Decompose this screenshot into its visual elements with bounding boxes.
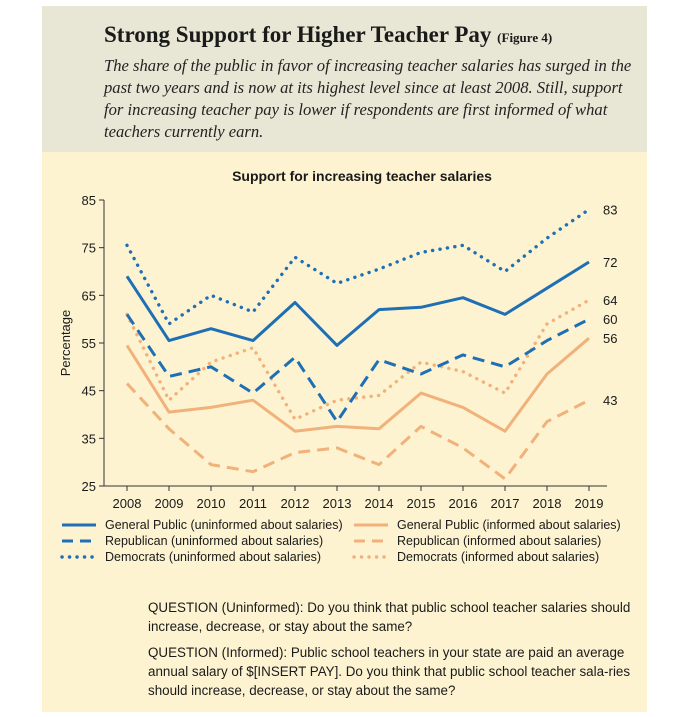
x-tick-label: 2010 xyxy=(196,496,226,511)
chart-title: Support for increasing teacher salaries xyxy=(232,168,492,184)
end-value-label: 60 xyxy=(603,312,618,328)
y-tick-label: 85 xyxy=(81,193,96,208)
y-tick-label: 65 xyxy=(81,288,96,304)
legend-label: Republican (uninformed about salaries) xyxy=(105,534,324,548)
legend-swatch xyxy=(60,520,98,530)
end-value-label: 64 xyxy=(603,293,618,309)
x-tick-label: 2008 xyxy=(112,496,142,511)
series-layer xyxy=(127,210,589,479)
x-tick-label: 2019 xyxy=(574,496,604,511)
legend-label: Republican (informed about salaries) xyxy=(397,534,602,548)
x-tick-label: 2013 xyxy=(322,496,352,511)
end-value-label: 56 xyxy=(603,331,618,347)
series-line-5 xyxy=(127,300,589,419)
x-tick-label: 2014 xyxy=(364,496,394,511)
series-line-3 xyxy=(127,338,589,431)
legend-swatch xyxy=(60,536,98,546)
end-value-label: 72 xyxy=(603,254,618,270)
x-tick-label: 2009 xyxy=(154,496,184,511)
y-tick-label: 55 xyxy=(81,336,96,351)
y-tick-label: 45 xyxy=(81,383,96,399)
x-tick-label: 2018 xyxy=(532,496,562,511)
legend-swatch xyxy=(352,536,390,546)
figure-subtitle: The share of the public in favor of increasing teacher salaries has surged in the past two years and is now at its highest level since at least 2008. Still, support for increasing teacher pay is lower if respondents are first informed of what teachers currently earn. xyxy=(104,56,632,141)
end-labels xyxy=(603,203,617,409)
legend-swatch xyxy=(60,552,98,562)
x-tick-label: 2011 xyxy=(239,496,267,511)
x-tick-label: 2016 xyxy=(448,496,478,511)
question-uninformed: QUESTION (Uninformed): Do you think that public school teacher salaries should increase, decrease, or stay about the same? xyxy=(148,600,631,634)
y-tick-label: 75 xyxy=(81,240,96,256)
series-line-0 xyxy=(127,262,589,345)
legend-swatch xyxy=(352,552,390,562)
end-value-label: 83 xyxy=(603,202,618,218)
question-informed: QUESTION (Informed): Public school teachers in your state are paid an average annual salary of $[INSERT PAY]. Do you think that public school teacher sala-ries should increase, decrease, or stay about the same? xyxy=(148,645,631,698)
y-tick-label: 25 xyxy=(81,479,96,494)
legend-item xyxy=(60,548,321,566)
legend-label: General Public (uninformed about salaries) xyxy=(105,518,343,532)
y-axis-label: Percentage xyxy=(58,309,73,377)
legend-label: General Public (informed about salaries) xyxy=(397,518,621,532)
legend-label: Democrats (informed about salaries) xyxy=(397,550,600,564)
legend-swatch xyxy=(352,520,390,530)
legend-item xyxy=(352,548,599,566)
y-tick-label: 35 xyxy=(81,431,96,447)
x-tick-label: 2012 xyxy=(280,496,310,511)
x-tick-label: 2017 xyxy=(490,496,520,511)
legend-label: Democrats (uninformed about salaries) xyxy=(105,550,322,564)
figure-number: (Figure 4) xyxy=(497,30,553,45)
figure-title-text: Strong Support for Higher Teacher Pay xyxy=(104,22,492,47)
x-tick-label: 2015 xyxy=(406,496,436,511)
end-value-label: 43 xyxy=(603,393,618,409)
